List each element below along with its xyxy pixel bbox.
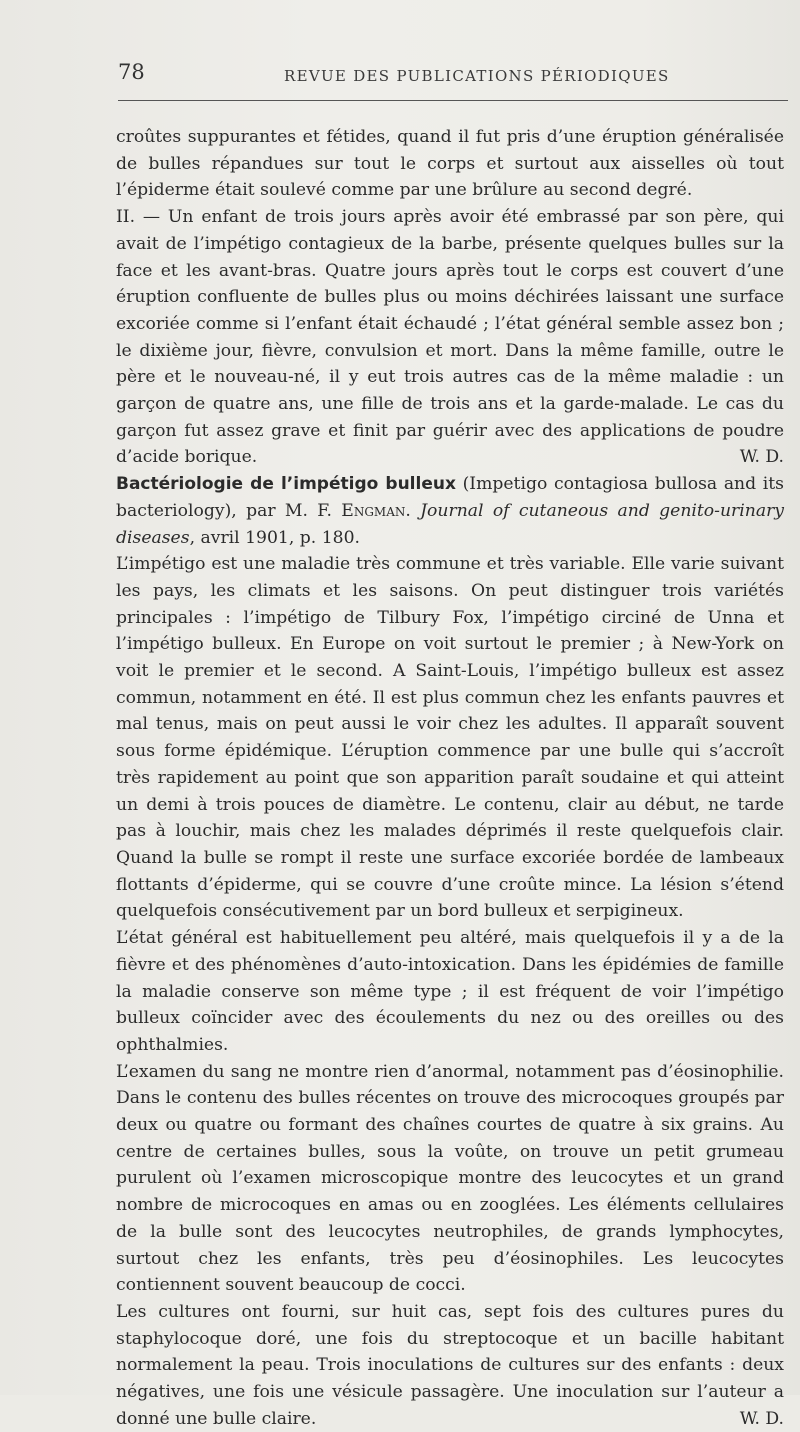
paragraph-2 (116, 204, 784, 471)
header-rule (118, 100, 788, 101)
paragraph-4: L’état général est habituellement peu altéré, mais quelquefois il y a de la fièvre et des phénomènes d’auto-intoxication. Dans les épidémies de famille la maladie conserve son même type ; il est fréquent de voir l’impétigo bulleux coïncider avec des écoulements du nez ou des oreilles ou des ophthalmies. (116, 928, 784, 1055)
paragraph-1: croûtes suppurantes et fétides, quand il fut pris d’une éruption généralisée de bulles répandues sur tout le corps et surtout aux aisselles où tout l’épiderme était soulevé comme par une brûlure au second degré. (116, 127, 784, 201)
paragraph-5: L’examen du sang ne montre rien d’anormal, notamment pas d’éosinophilie. Dans le contenu des bulles récentes on trouve des microcoques groupés par deux ou quatre ou formant des chaînes courtes de quatre à six grains. Au centre de certaines bulles, sous la voûte, on trouve un petit grumeau purulent où l’examen microscopique montre des leucocytes et un grand nombre de microcoques en amas ou en zooglées. Les éléments cellulaires de la bulle sont des leucocytes neutrophiles, de grands lymphocytes, surtout chez les enfants, très peu d’éosinophiles. Les leucocytes contiennent souvent beaucoup de cocci. (116, 1061, 784, 1296)
signature: W. D. (739, 1408, 784, 1429)
article-ref-part: , avril 1901, p. 180. (189, 527, 360, 548)
body-text (116, 124, 784, 1432)
article-author: Engman (341, 500, 406, 521)
article-title: Bactériologie de l’impétigo bulleux (116, 474, 456, 495)
page-header (118, 58, 786, 98)
paragraph-6-text: Les cultures ont fourni, sur huit cas, sept fois des cultures pures du staphylocoque doré, une fois du streptocoque et un bacille habitant normalement la peau. Trois inoculations de cultures sur des enfants : deux négatives, une fois une vésicule passagère. Une inoculation sur l’auteur a donné une bulle claire. (116, 1301, 784, 1429)
signature: W. D. (739, 447, 784, 468)
article-reference (116, 471, 784, 551)
article-ref-part: (Impetigo contagiosa bullosa and its bacteriology), par M. F. (116, 474, 784, 521)
paragraph-3: L’impétigo est une maladie très commune et très variable. Elle varie suivant les pays, les climats et les saisons. On peut distinguer trois variétés principales : l’impétigo de Tilbury Fox, l’impétigo circiné de Unna et l’impétigo bulleux. En Europe on voit surtout le premier ; à New-York on voit le premier et le second. A Saint-Louis, l’impétigo bulleux est assez commun, notamment en été. Il est plus commun chez les enfants pauvres et mal tenus, mais on peut aussi le voir chez les adultes. Il apparaît souvent sous forme épidémique. L’éruption commence par une bulle qui s’accroît très rapidement au point que son apparition paraît soudaine et qui atteint un demi à trois pouces de diamètre. Le contenu, clair au début, ne tarde pas à louchir, mais chez les malades déprimés il reste quelquefois clair. Quand la bulle se rompt il reste une surface excoriée bordée de lambeaux flottants d’épiderme, qui se couvre d’une croûte mince. La lésion s’étend quelquefois consécutivement par un bord bulleux et serpigineux. (116, 554, 784, 922)
journal-title: Journal of cutaneous and genito-urinary diseases (116, 500, 784, 548)
article-ref-part: . (405, 500, 421, 521)
page-number: 78 (118, 60, 145, 84)
paragraph-2-text: II. — Un enfant de trois jours après avoir été embrassé par son père, qui avait de l’impétigo contagieux de la barbe, présente quelques bulles sur la face et les avant-bras. Quatre jours après tout le corps est couvert d’une éruption confluente de bulles plus ou moins déchirées laissant une surface excoriée comme si l’enfant était échaudé ; l’état général semble assez bon ; le dixième jour, fièvre, convulsion et mort. Dans la même famille, outre le père et le nouveau-né, il y eut trois autres cas de la même maladie : un garçon de quatre ans, une fille de trois ans et la garde-malade. Le cas du garçon fut assez grave et finit par guérir avec des applications de poudre d’acide borique. (116, 207, 784, 468)
running-title: REVUE DES PUBLICATIONS PÉRIODIQUES (284, 67, 670, 85)
paragraph-6 (116, 1299, 784, 1432)
